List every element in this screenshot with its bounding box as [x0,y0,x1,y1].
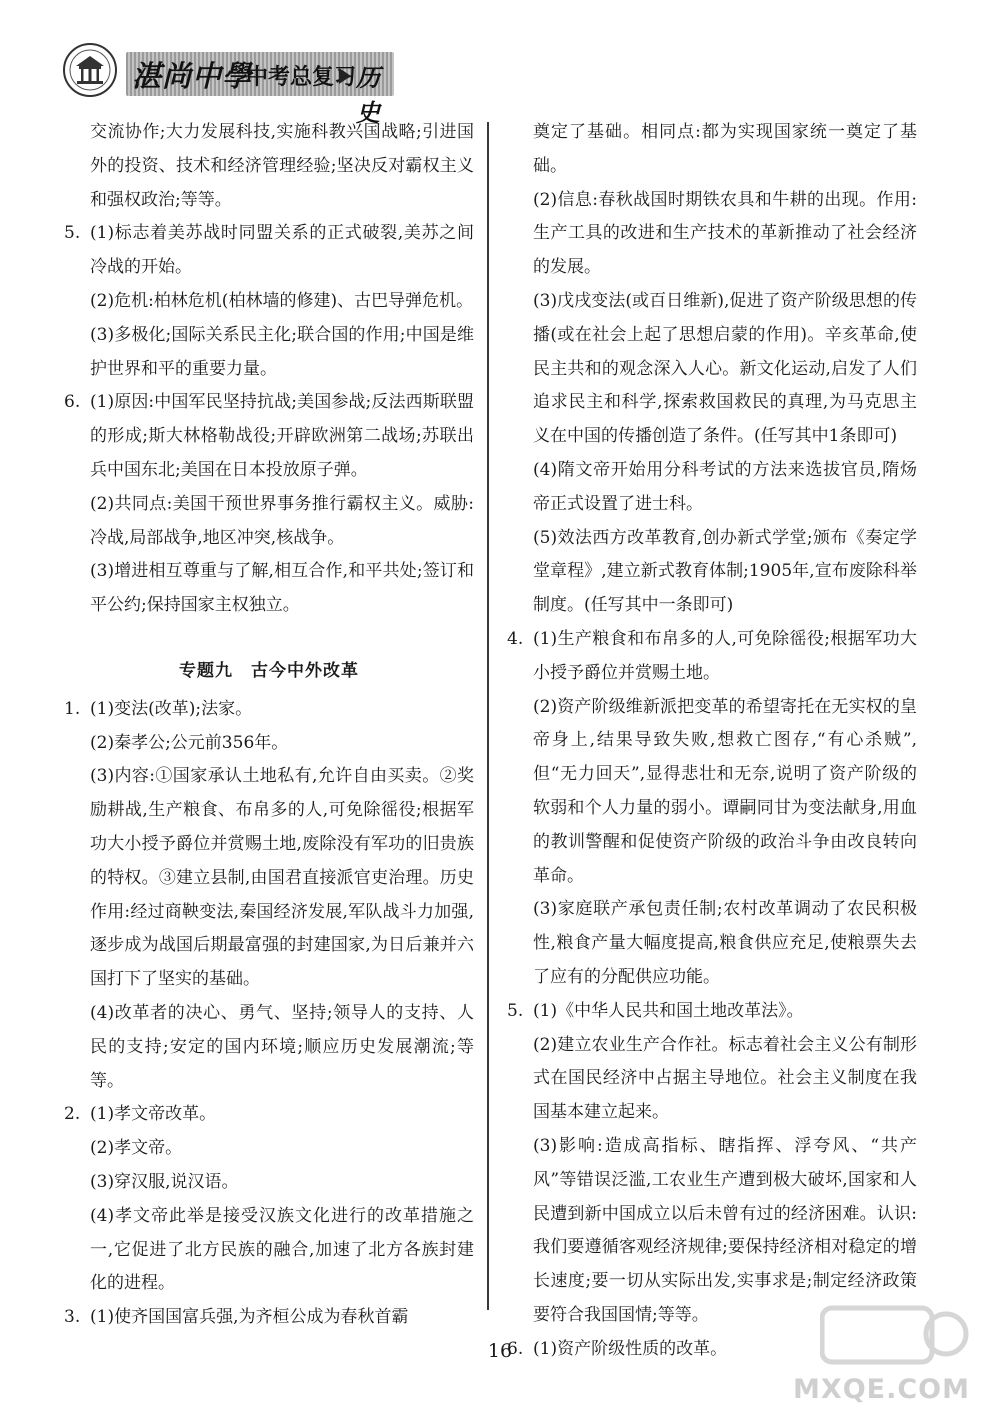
answer-paragraph: 交流协作;大力发展科技,实施科教兴国战略;引进国外的投资、技术和经济管理经验;坚决反对霸权主义和强权政治;等等。 [90,122,474,210]
answer-paragraph: (5)效法西方改革教育,创办新式学堂;颁布《奏定学堂章程》,建立新式教育体制;1905年,宣布废除科举制度。(任写其中一条即可) [533,527,917,616]
answer-paragraph: 奠定了基础。相同点:都为实现国家统一奠定了基础。 [533,122,917,176]
answer-paragraph: (3)内容:①国家承认土地私有,允许自由买卖。②奖励耕战,生产粮食、布帛多的人,可免除徭役;根据军功大小授予爵位并赏赐土地,废除没有军功的旧贵族的特权。③建立县制,由国君直接派官吏治理。历史作用:经过商鞅变法,秦国经济发展,军队战斗力加强,逐步成为战国后期最富强的封建国家,为日后兼并六国打下了坚实的基础。 [90,766,474,990]
question-number: 4. [507,628,524,649]
question-item [64,1301,474,1335]
answer-text: (1)使齐国国富兵强,为齐桓公成为春秋首霸 [90,1307,409,1328]
question-number: 3. [64,1307,81,1328]
question-number: 5. [64,223,81,244]
answer-paragraph: (3)戊戌变法(或百日维新),促进了资产阶级思想的传播(或在社会上起了思想启蒙的作用)。辛亥革命,使民主共和的观念深入人心。新文化运动,启发了人们追求民主和科学,探索救国救民的真理,为马克思主义在中国的传播创造了条件。(任写其中1条即可) [533,290,917,447]
answer-text: (1)《中华人民共和国土地改革法》。 [533,1000,804,1021]
answer-paragraph: (2)秦孝公;公元前356年。 [90,732,289,753]
question-number: 1. [64,698,81,719]
column-divider [487,122,489,1310]
answer-paragraph: (3)影响:造成高指标、瞎指挥、浮夸风、“共产风”等错误泛滥,工农业生产遭到极大破坏,国家和人民遭到新中国成立以后未曾有过的经济困难。认识:我们要遵循客观经济规律;要保持经济相对稳定的增长速度;要一切从实际出发,实事求是;制定经济政策要符合我国国情;等等。 [533,1135,917,1325]
watermark-logo [793,1300,970,1405]
right-column [507,116,917,1366]
answer-stamp-icon [820,1300,970,1370]
book-subject: 中考总复习 [246,65,357,90]
answer-paragraph: (2)资产阶级维新派把变革的希望寄托在无实权的皇帝身上,结果导致失败,想救亡图存,“有心杀贼”,但“无力回天”,显得悲壮和无奈,说明了资产阶级的软弱和个人力量的弱小。谭嗣同甘为变法献身,用血的教训警醒和促使资产阶级的政治斗争由改良转向革命。 [533,696,917,886]
school-seal-logo [62,42,118,98]
answer-text: (1)资产阶级性质的改革。 [533,1338,728,1359]
question-number: 2. [64,1104,81,1125]
answer-paragraph: (2)信息:春秋战国时期铁农具和牛耕的出现。作用:生产工具的改进和生产技术的革新推动了社会经济的发展。 [533,189,917,278]
question-item [64,693,474,727]
answer-paragraph: (2)孝文帝。 [90,1138,183,1159]
question-number: 6. [507,1338,524,1359]
answer-text: (1)生产粮食和布帛多的人,可免除徭役;根据军功大小授予爵位并赏赐土地。 [533,628,917,683]
answer-paragraph: (2)共同点:美国干预世界事务推行霸权主义。威胁:冷战,局部战争,地区冲突,核战争。 [90,493,474,548]
answer-text: (1)原因:中国军民坚持抗战;美国参战;反法西斯联盟的形成;斯大林格勒战役;开辟欧洲第二战场;苏联出兵中国东北;美国在日本投放原子弹。 [90,392,474,480]
brand-name: 湛尚中學 [132,59,253,93]
question-item [64,217,474,285]
section-title: 专题九 古今中外改革 [179,660,359,681]
header-banner [126,52,394,127]
answer-paragraph: (3)家庭联产承包责任制;农村改革调动了农民积极性,粮食产量大幅度提高,粮食供应充足,使粮票失去了应有的分配供应功能。 [533,899,917,987]
question-item [507,623,917,691]
answer-text: (1)孝文帝改革。 [90,1104,217,1125]
question-item [507,995,917,1029]
course-name: 历史 [356,63,380,127]
answer-paragraph: (2)危机:柏林危机(柏林墙的修建)、古巴导弹危机。 [90,290,474,311]
answer-paragraph: (3)穿汉服,说汉语。 [90,1171,239,1192]
page-number: 16 [487,1340,513,1362]
answer-paragraph: (3)增进相互尊重与了解,相互合作,和平共处;签订和平公约;保持国家主权独立。 [90,561,474,616]
question-number: 5. [507,1000,524,1021]
answer-text: (1)变法(改革);法家。 [90,698,253,719]
arrow-icon [339,68,351,84]
watermark-text: MXQE.COM [793,1374,970,1405]
answer-paragraph: (4)孝文帝此举是接受汉族文化进行的改革措施之一,它促进了北方民族的融合,加速了北方各族封建化的进程。 [90,1205,474,1294]
question-item [64,386,474,487]
answer-paragraph: (4)隋文帝开始用分科考试的方法来选拔官员,隋炀帝正式设置了进士科。 [533,459,917,514]
page-header [62,42,402,127]
answer-paragraph: (2)建立农业生产合作社。标志着社会主义公有制形式在国民经济中占据主导地位。社会主义制度在我国基本建立起来。 [533,1034,917,1123]
left-column [64,116,474,1335]
question-item [64,1098,474,1132]
question-number: 6. [64,392,81,413]
answer-paragraph: (3)多极化;国际关系民主化;联合国的作用;中国是维护世界和平的重要力量。 [90,324,474,379]
answer-paragraph: (4)改革者的决心、勇气、坚持;领导人的支持、人民的支持;安定的国内环境;顺应历史发展潮流;等等。 [90,1002,474,1091]
answer-text: (1)标志着美苏战时同盟关系的正式破裂,美苏之间冷战的开始。 [90,223,474,278]
